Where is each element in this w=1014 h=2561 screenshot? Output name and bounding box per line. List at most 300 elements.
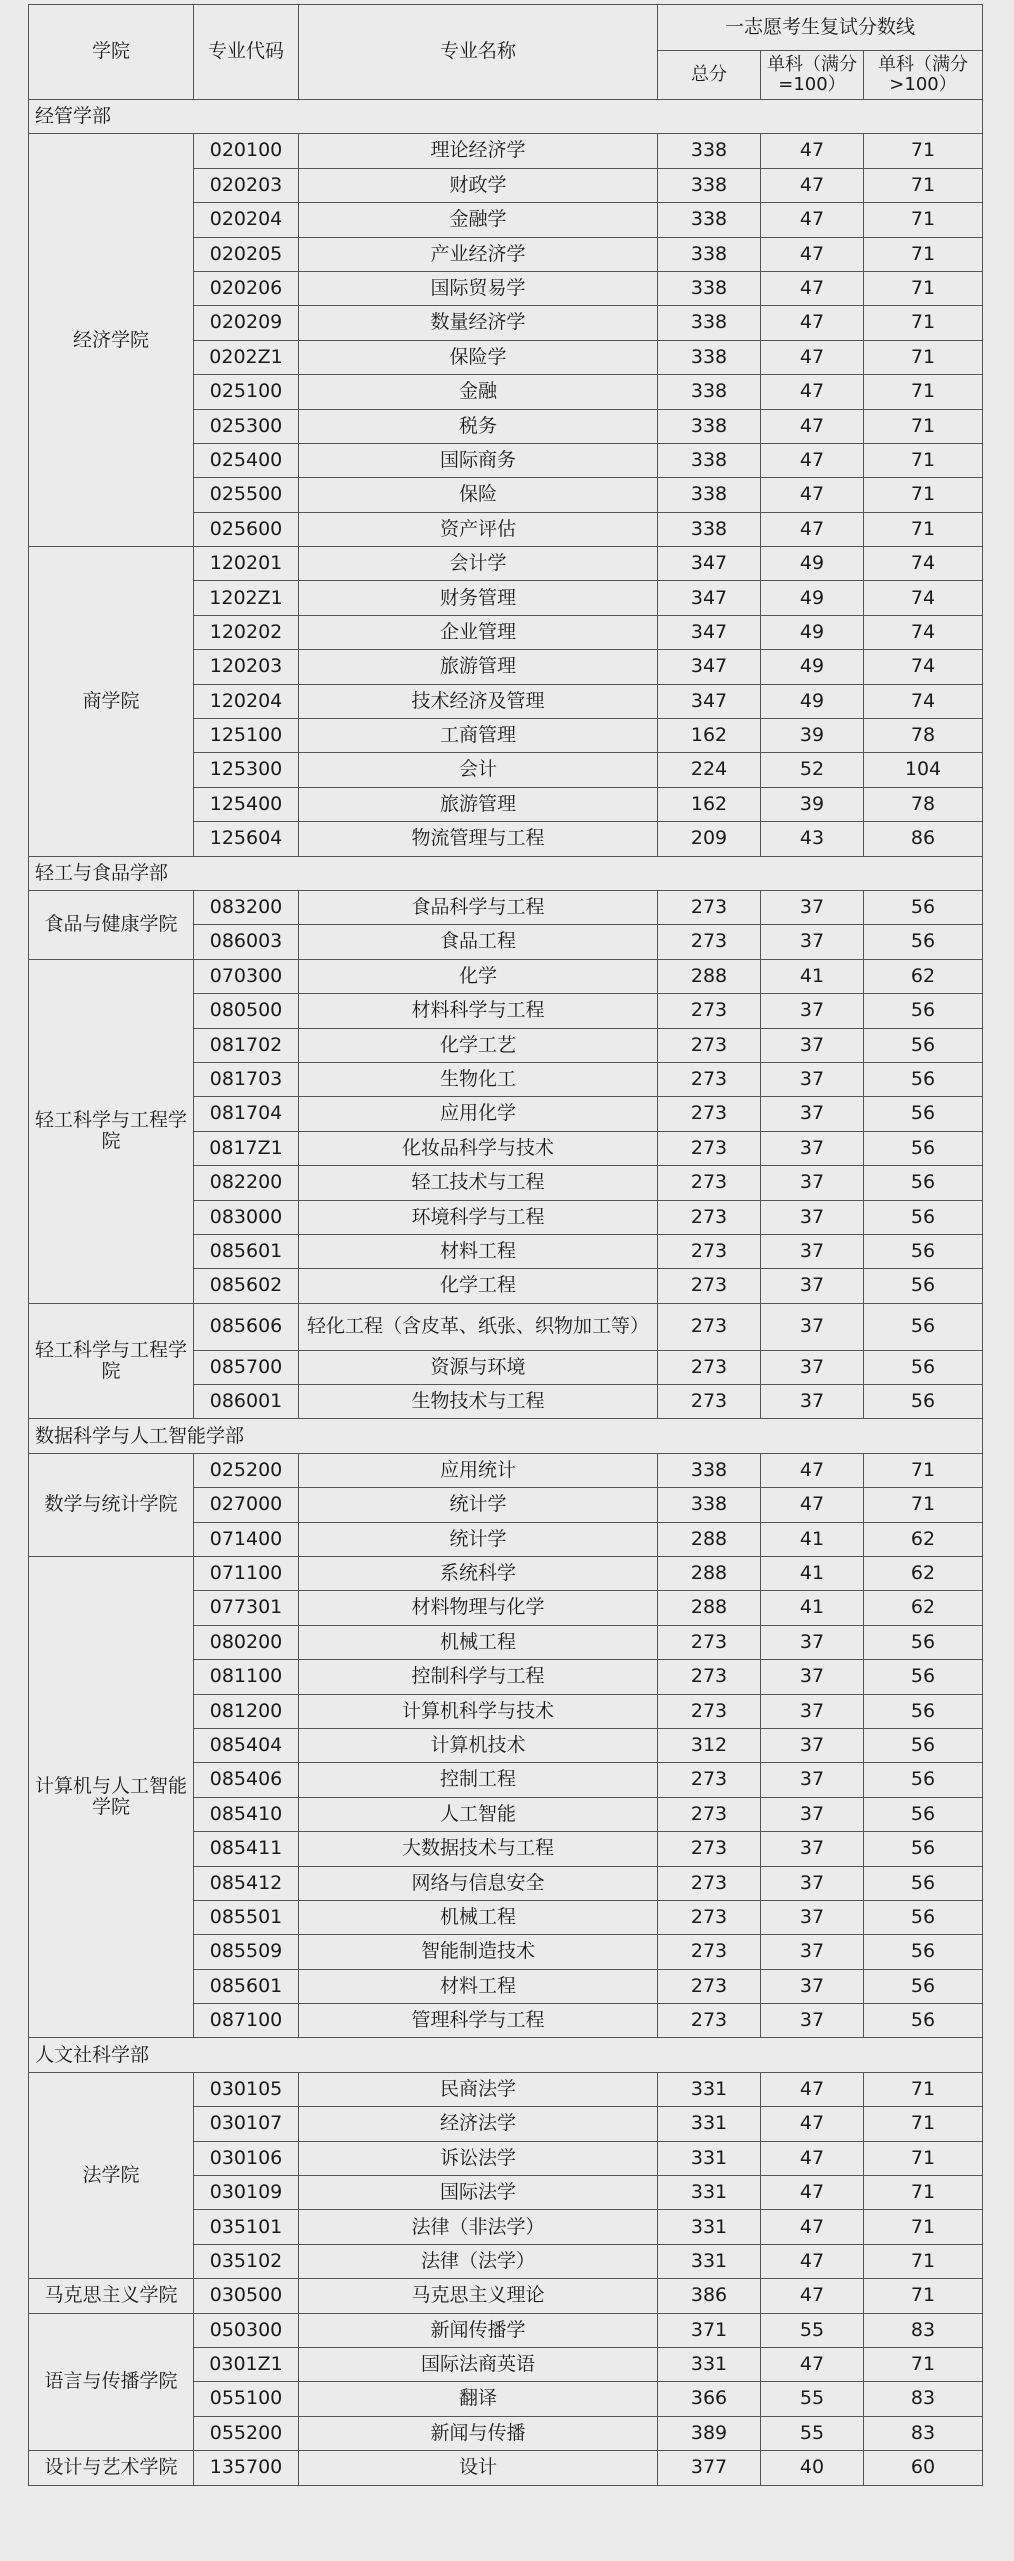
single-over100-cell: 78 bbox=[864, 719, 983, 753]
single-over100-cell: 60 bbox=[864, 2451, 983, 2485]
table-row bbox=[29, 2451, 983, 2485]
total-score-cell: 338 bbox=[658, 478, 761, 512]
major-code-cell: 080500 bbox=[194, 994, 299, 1028]
single-100-cell: 37 bbox=[761, 1350, 864, 1384]
college-cell: 商学院 bbox=[29, 547, 194, 857]
total-score-cell: 386 bbox=[658, 2279, 761, 2313]
single-100-cell: 47 bbox=[761, 2244, 864, 2278]
major-name-cell: 保险学 bbox=[299, 340, 658, 374]
single-over100-cell: 56 bbox=[864, 1694, 983, 1728]
college-cell: 食品与健康学院 bbox=[29, 890, 194, 959]
single-over100-cell: 74 bbox=[864, 615, 983, 649]
total-score-cell: 273 bbox=[658, 1234, 761, 1268]
major-name-cell: 材料工程 bbox=[299, 1969, 658, 2003]
major-name-cell: 诉讼法学 bbox=[299, 2141, 658, 2175]
total-score-cell: 288 bbox=[658, 1591, 761, 1625]
single-100-cell: 52 bbox=[761, 753, 864, 787]
major-code-cell: 125604 bbox=[194, 822, 299, 856]
section-row bbox=[29, 2038, 983, 2072]
table-body bbox=[29, 100, 983, 2486]
single-100-cell: 49 bbox=[761, 581, 864, 615]
single-100-cell: 47 bbox=[761, 340, 864, 374]
single-over100-cell: 56 bbox=[864, 1832, 983, 1866]
single-100-cell: 41 bbox=[761, 1591, 864, 1625]
total-score-cell: 338 bbox=[658, 409, 761, 443]
total-score-cell: 347 bbox=[658, 684, 761, 718]
total-score-cell: 273 bbox=[658, 890, 761, 924]
single-over100-cell: 83 bbox=[864, 2313, 983, 2347]
major-code-cell: 071100 bbox=[194, 1557, 299, 1591]
single-over100-cell: 71 bbox=[864, 1453, 983, 1487]
single-100-cell: 49 bbox=[761, 684, 864, 718]
total-score-cell: 273 bbox=[658, 1694, 761, 1728]
single-over100-cell: 56 bbox=[864, 1097, 983, 1131]
major-code-cell: 027000 bbox=[194, 1488, 299, 1522]
college-cell: 轻工科学与工程学院 bbox=[29, 1303, 194, 1419]
table-row bbox=[29, 1303, 983, 1350]
single-100-cell: 49 bbox=[761, 650, 864, 684]
major-name-cell: 企业管理 bbox=[299, 615, 658, 649]
single-over100-cell: 56 bbox=[864, 1728, 983, 1762]
single-over100-cell: 71 bbox=[864, 2244, 983, 2278]
single-over100-cell: 56 bbox=[864, 925, 983, 959]
single-100-cell: 37 bbox=[761, 1797, 864, 1831]
total-score-cell: 347 bbox=[658, 615, 761, 649]
major-code-cell: 1202Z1 bbox=[194, 581, 299, 615]
single-over100-cell: 62 bbox=[864, 959, 983, 993]
single-100-cell: 47 bbox=[761, 203, 864, 237]
major-name-cell: 资源与环境 bbox=[299, 1350, 658, 1384]
major-name-cell: 物流管理与工程 bbox=[299, 822, 658, 856]
total-score-cell: 338 bbox=[658, 134, 761, 168]
single-100-cell: 37 bbox=[761, 994, 864, 1028]
single-over100-cell: 71 bbox=[864, 237, 983, 271]
major-code-cell: 070300 bbox=[194, 959, 299, 993]
single-over100-cell: 56 bbox=[864, 1234, 983, 1268]
single-100-cell: 55 bbox=[761, 2382, 864, 2416]
single-over100-cell: 56 bbox=[864, 1797, 983, 1831]
total-score-cell: 338 bbox=[658, 237, 761, 271]
major-code-cell: 135700 bbox=[194, 2451, 299, 2485]
major-name-cell: 会计学 bbox=[299, 547, 658, 581]
college-cell: 数学与统计学院 bbox=[29, 1453, 194, 1556]
single-100-cell: 41 bbox=[761, 959, 864, 993]
major-name-cell: 智能制造技术 bbox=[299, 1935, 658, 1969]
major-name-cell: 财务管理 bbox=[299, 581, 658, 615]
single-100-cell: 47 bbox=[761, 2107, 864, 2141]
total-score-cell: 273 bbox=[658, 1200, 761, 1234]
total-score-cell: 338 bbox=[658, 375, 761, 409]
total-score-cell: 273 bbox=[658, 1303, 761, 1350]
single-over100-cell: 56 bbox=[864, 1303, 983, 1350]
single-100-cell: 47 bbox=[761, 2176, 864, 2210]
total-score-cell: 331 bbox=[658, 2244, 761, 2278]
total-score-cell: 273 bbox=[658, 994, 761, 1028]
single-100-cell: 40 bbox=[761, 2451, 864, 2485]
major-code-cell: 081200 bbox=[194, 1694, 299, 1728]
single-over100-cell: 71 bbox=[864, 340, 983, 374]
college-cell: 马克思主义学院 bbox=[29, 2279, 194, 2313]
major-name-cell: 环境科学与工程 bbox=[299, 1200, 658, 1234]
major-code-cell: 025600 bbox=[194, 512, 299, 546]
major-name-cell: 材料工程 bbox=[299, 1234, 658, 1268]
total-score-cell: 162 bbox=[658, 719, 761, 753]
major-code-cell: 025400 bbox=[194, 443, 299, 477]
major-code-cell: 081704 bbox=[194, 1097, 299, 1131]
single-100-cell: 47 bbox=[761, 443, 864, 477]
major-name-cell: 控制科学与工程 bbox=[299, 1660, 658, 1694]
major-code-cell: 085406 bbox=[194, 1763, 299, 1797]
total-score-cell: 331 bbox=[658, 2210, 761, 2244]
total-score-cell: 273 bbox=[658, 1763, 761, 1797]
single-over100-cell: 56 bbox=[864, 1131, 983, 1165]
major-code-cell: 085501 bbox=[194, 1900, 299, 1934]
total-score-cell: 331 bbox=[658, 2107, 761, 2141]
major-code-cell: 035101 bbox=[194, 2210, 299, 2244]
major-code-cell: 081703 bbox=[194, 1062, 299, 1096]
total-score-cell: 331 bbox=[658, 2072, 761, 2106]
single-100-cell: 37 bbox=[761, 1166, 864, 1200]
header-major-code: 专业代码 bbox=[194, 5, 299, 100]
major-name-cell: 人工智能 bbox=[299, 1797, 658, 1831]
table-row bbox=[29, 2279, 983, 2313]
total-score-cell: 366 bbox=[658, 2382, 761, 2416]
single-100-cell: 37 bbox=[761, 1625, 864, 1659]
single-over100-cell: 56 bbox=[864, 890, 983, 924]
total-score-cell: 273 bbox=[658, 1625, 761, 1659]
single-over100-cell: 104 bbox=[864, 753, 983, 787]
single-100-cell: 37 bbox=[761, 1303, 864, 1350]
single-100-cell: 47 bbox=[761, 2348, 864, 2382]
major-code-cell: 125100 bbox=[194, 719, 299, 753]
single-over100-cell: 71 bbox=[864, 2210, 983, 2244]
single-over100-cell: 56 bbox=[864, 1866, 983, 1900]
section-title: 数据科学与人工智能学部 bbox=[29, 1419, 983, 1453]
total-score-cell: 273 bbox=[658, 1131, 761, 1165]
single-over100-cell: 56 bbox=[864, 994, 983, 1028]
single-100-cell: 47 bbox=[761, 271, 864, 305]
major-name-cell: 轻工技术与工程 bbox=[299, 1166, 658, 1200]
major-name-cell: 法律（法学） bbox=[299, 2244, 658, 2278]
single-over100-cell: 71 bbox=[864, 2107, 983, 2141]
major-name-cell: 机械工程 bbox=[299, 1900, 658, 1934]
major-code-cell: 120204 bbox=[194, 684, 299, 718]
total-score-cell: 288 bbox=[658, 1522, 761, 1556]
major-name-cell: 理论经济学 bbox=[299, 134, 658, 168]
header-total: 总分 bbox=[658, 51, 761, 100]
major-code-cell: 085602 bbox=[194, 1269, 299, 1303]
major-name-cell: 保险 bbox=[299, 478, 658, 512]
total-score-cell: 273 bbox=[658, 1350, 761, 1384]
single-over100-cell: 71 bbox=[864, 2141, 983, 2175]
major-name-cell: 技术经济及管理 bbox=[299, 684, 658, 718]
single-over100-cell: 62 bbox=[864, 1522, 983, 1556]
total-score-cell: 331 bbox=[658, 2176, 761, 2210]
total-score-cell: 347 bbox=[658, 547, 761, 581]
major-code-cell: 083000 bbox=[194, 1200, 299, 1234]
major-code-cell: 085410 bbox=[194, 1797, 299, 1831]
major-name-cell: 生物化工 bbox=[299, 1062, 658, 1096]
total-score-cell: 162 bbox=[658, 787, 761, 821]
single-100-cell: 37 bbox=[761, 925, 864, 959]
single-over100-cell: 71 bbox=[864, 134, 983, 168]
major-code-cell: 086003 bbox=[194, 925, 299, 959]
major-code-cell: 020206 bbox=[194, 271, 299, 305]
major-name-cell: 轻化工程（含皮革、纸张、织物加工等） bbox=[299, 1303, 658, 1350]
major-code-cell: 085700 bbox=[194, 1350, 299, 1384]
major-code-cell: 085601 bbox=[194, 1969, 299, 2003]
single-100-cell: 37 bbox=[761, 1728, 864, 1762]
major-name-cell: 统计学 bbox=[299, 1488, 658, 1522]
major-code-cell: 085606 bbox=[194, 1303, 299, 1350]
major-code-cell: 087100 bbox=[194, 2004, 299, 2038]
single-over100-cell: 71 bbox=[864, 2176, 983, 2210]
single-over100-cell: 71 bbox=[864, 271, 983, 305]
major-name-cell: 材料科学与工程 bbox=[299, 994, 658, 1028]
major-name-cell: 民商法学 bbox=[299, 2072, 658, 2106]
major-name-cell: 会计 bbox=[299, 753, 658, 787]
single-100-cell: 39 bbox=[761, 719, 864, 753]
major-name-cell: 旅游管理 bbox=[299, 787, 658, 821]
table-header bbox=[29, 5, 983, 100]
single-100-cell: 47 bbox=[761, 375, 864, 409]
single-100-cell: 37 bbox=[761, 1866, 864, 1900]
single-100-cell: 37 bbox=[761, 1028, 864, 1062]
total-score-cell: 273 bbox=[658, 1866, 761, 1900]
major-name-cell: 金融学 bbox=[299, 203, 658, 237]
major-code-cell: 0817Z1 bbox=[194, 1131, 299, 1165]
single-100-cell: 37 bbox=[761, 1131, 864, 1165]
single-100-cell: 37 bbox=[761, 1935, 864, 1969]
retest-score-table bbox=[28, 4, 983, 2486]
single-over100-cell: 56 bbox=[864, 1350, 983, 1384]
total-score-cell: 312 bbox=[658, 1728, 761, 1762]
major-name-cell: 设计 bbox=[299, 2451, 658, 2485]
table-row bbox=[29, 2313, 983, 2347]
major-code-cell: 055200 bbox=[194, 2416, 299, 2450]
major-name-cell: 应用统计 bbox=[299, 1453, 658, 1487]
single-over100-cell: 56 bbox=[864, 1900, 983, 1934]
total-score-cell: 331 bbox=[658, 2141, 761, 2175]
single-over100-cell: 56 bbox=[864, 1935, 983, 1969]
total-score-cell: 273 bbox=[658, 1969, 761, 2003]
single-over100-cell: 56 bbox=[864, 1763, 983, 1797]
single-over100-cell: 56 bbox=[864, 1200, 983, 1234]
single-100-cell: 39 bbox=[761, 787, 864, 821]
major-code-cell: 085411 bbox=[194, 1832, 299, 1866]
header-college: 学院 bbox=[29, 5, 194, 100]
table-row bbox=[29, 1557, 983, 1591]
major-name-cell: 金融 bbox=[299, 375, 658, 409]
total-score-cell: 273 bbox=[658, 1935, 761, 1969]
major-code-cell: 0301Z1 bbox=[194, 2348, 299, 2382]
single-100-cell: 37 bbox=[761, 1097, 864, 1131]
single-100-cell: 37 bbox=[761, 890, 864, 924]
major-code-cell: 025200 bbox=[194, 1453, 299, 1487]
single-over100-cell: 71 bbox=[864, 306, 983, 340]
college-cell: 经济学院 bbox=[29, 134, 194, 547]
single-over100-cell: 62 bbox=[864, 1557, 983, 1591]
single-over100-cell: 56 bbox=[864, 1625, 983, 1659]
major-name-cell: 新闻传播学 bbox=[299, 2313, 658, 2347]
college-cell: 计算机与人工智能学院 bbox=[29, 1557, 194, 2038]
header-score-group: 一志愿考生复试分数线 bbox=[658, 5, 983, 51]
major-name-cell: 食品科学与工程 bbox=[299, 890, 658, 924]
major-code-cell: 083200 bbox=[194, 890, 299, 924]
single-100-cell: 37 bbox=[761, 2004, 864, 2038]
major-code-cell: 030107 bbox=[194, 2107, 299, 2141]
total-score-cell: 273 bbox=[658, 1385, 761, 1419]
single-100-cell: 47 bbox=[761, 2279, 864, 2313]
total-score-cell: 288 bbox=[658, 959, 761, 993]
total-score-cell: 273 bbox=[658, 925, 761, 959]
major-name-cell: 国际贸易学 bbox=[299, 271, 658, 305]
total-score-cell: 273 bbox=[658, 1028, 761, 1062]
single-over100-cell: 56 bbox=[864, 1028, 983, 1062]
major-name-cell: 系统科学 bbox=[299, 1557, 658, 1591]
major-code-cell: 025300 bbox=[194, 409, 299, 443]
major-code-cell: 081100 bbox=[194, 1660, 299, 1694]
single-100-cell: 55 bbox=[761, 2416, 864, 2450]
single-100-cell: 47 bbox=[761, 1453, 864, 1487]
major-code-cell: 035102 bbox=[194, 2244, 299, 2278]
single-over100-cell: 56 bbox=[864, 1969, 983, 2003]
college-cell: 轻工科学与工程学院 bbox=[29, 959, 194, 1303]
total-score-cell: 338 bbox=[658, 1488, 761, 1522]
major-name-cell: 食品工程 bbox=[299, 925, 658, 959]
single-100-cell: 47 bbox=[761, 2210, 864, 2244]
total-score-cell: 273 bbox=[658, 1166, 761, 1200]
major-code-cell: 050300 bbox=[194, 2313, 299, 2347]
total-score-cell: 273 bbox=[658, 1097, 761, 1131]
section-row bbox=[29, 856, 983, 890]
total-score-cell: 273 bbox=[658, 1660, 761, 1694]
major-code-cell: 0202Z1 bbox=[194, 340, 299, 374]
total-score-cell: 338 bbox=[658, 1453, 761, 1487]
major-name-cell: 化学工艺 bbox=[299, 1028, 658, 1062]
single-100-cell: 41 bbox=[761, 1557, 864, 1591]
major-name-cell: 工商管理 bbox=[299, 719, 658, 753]
section-title: 人文社科学部 bbox=[29, 2038, 983, 2072]
single-over100-cell: 78 bbox=[864, 787, 983, 821]
single-over100-cell: 56 bbox=[864, 1269, 983, 1303]
total-score-cell: 338 bbox=[658, 512, 761, 546]
major-code-cell: 082200 bbox=[194, 1166, 299, 1200]
single-100-cell: 47 bbox=[761, 478, 864, 512]
major-code-cell: 030105 bbox=[194, 2072, 299, 2106]
single-over100-cell: 71 bbox=[864, 375, 983, 409]
single-100-cell: 47 bbox=[761, 237, 864, 271]
single-100-cell: 37 bbox=[761, 1832, 864, 1866]
major-code-cell: 085509 bbox=[194, 1935, 299, 1969]
single-100-cell: 37 bbox=[761, 1234, 864, 1268]
single-over100-cell: 56 bbox=[864, 2004, 983, 2038]
total-score-cell: 273 bbox=[658, 1832, 761, 1866]
table-row bbox=[29, 1453, 983, 1487]
major-code-cell: 080200 bbox=[194, 1625, 299, 1659]
section-title: 轻工与食品学部 bbox=[29, 856, 983, 890]
total-score-cell: 331 bbox=[658, 2348, 761, 2382]
major-code-cell: 085601 bbox=[194, 1234, 299, 1268]
major-name-cell: 大数据技术与工程 bbox=[299, 1832, 658, 1866]
major-name-cell: 翻译 bbox=[299, 2382, 658, 2416]
total-score-cell: 389 bbox=[658, 2416, 761, 2450]
total-score-cell: 338 bbox=[658, 271, 761, 305]
single-over100-cell: 71 bbox=[864, 203, 983, 237]
major-code-cell: 030109 bbox=[194, 2176, 299, 2210]
single-100-cell: 37 bbox=[761, 1660, 864, 1694]
single-100-cell: 37 bbox=[761, 1062, 864, 1096]
single-over100-cell: 83 bbox=[864, 2416, 983, 2450]
single-over100-cell: 56 bbox=[864, 1385, 983, 1419]
major-name-cell: 计算机技术 bbox=[299, 1728, 658, 1762]
major-code-cell: 030106 bbox=[194, 2141, 299, 2175]
major-code-cell: 081702 bbox=[194, 1028, 299, 1062]
single-100-cell: 47 bbox=[761, 512, 864, 546]
major-code-cell: 020204 bbox=[194, 203, 299, 237]
section-row bbox=[29, 1419, 983, 1453]
major-code-cell: 085404 bbox=[194, 1728, 299, 1762]
total-score-cell: 338 bbox=[658, 443, 761, 477]
single-100-cell: 47 bbox=[761, 409, 864, 443]
major-name-cell: 化学 bbox=[299, 959, 658, 993]
single-over100-cell: 71 bbox=[864, 409, 983, 443]
header-single-100: 单科（满分=100） bbox=[761, 51, 864, 100]
total-score-cell: 338 bbox=[658, 306, 761, 340]
single-over100-cell: 71 bbox=[864, 478, 983, 512]
single-100-cell: 37 bbox=[761, 1200, 864, 1234]
major-name-cell: 化学工程 bbox=[299, 1269, 658, 1303]
major-code-cell: 071400 bbox=[194, 1522, 299, 1556]
single-100-cell: 37 bbox=[761, 1269, 864, 1303]
major-code-cell: 030500 bbox=[194, 2279, 299, 2313]
major-name-cell: 生物技术与工程 bbox=[299, 1385, 658, 1419]
total-score-cell: 288 bbox=[658, 1557, 761, 1591]
table-row bbox=[29, 959, 983, 993]
major-code-cell: 020209 bbox=[194, 306, 299, 340]
single-100-cell: 47 bbox=[761, 306, 864, 340]
total-score-cell: 347 bbox=[658, 650, 761, 684]
single-over100-cell: 71 bbox=[864, 2072, 983, 2106]
major-code-cell: 125300 bbox=[194, 753, 299, 787]
single-over100-cell: 74 bbox=[864, 650, 983, 684]
total-score-cell: 371 bbox=[658, 2313, 761, 2347]
single-over100-cell: 71 bbox=[864, 2279, 983, 2313]
single-100-cell: 43 bbox=[761, 822, 864, 856]
single-over100-cell: 86 bbox=[864, 822, 983, 856]
section-title: 经管学部 bbox=[29, 100, 983, 134]
college-cell: 设计与艺术学院 bbox=[29, 2451, 194, 2485]
score-table-container bbox=[28, 4, 982, 2486]
major-name-cell: 法律（非法学） bbox=[299, 2210, 658, 2244]
header-single-over100: 单科（满分>100） bbox=[864, 51, 983, 100]
major-name-cell: 产业经济学 bbox=[299, 237, 658, 271]
total-score-cell: 273 bbox=[658, 1900, 761, 1934]
single-over100-cell: 71 bbox=[864, 1488, 983, 1522]
section-row bbox=[29, 100, 983, 134]
major-name-cell: 机械工程 bbox=[299, 1625, 658, 1659]
single-100-cell: 37 bbox=[761, 1969, 864, 2003]
single-over100-cell: 74 bbox=[864, 684, 983, 718]
total-score-cell: 377 bbox=[658, 2451, 761, 2485]
major-code-cell: 120203 bbox=[194, 650, 299, 684]
single-over100-cell: 62 bbox=[864, 1591, 983, 1625]
total-score-cell: 224 bbox=[658, 753, 761, 787]
major-name-cell: 应用化学 bbox=[299, 1097, 658, 1131]
major-name-cell: 管理科学与工程 bbox=[299, 2004, 658, 2038]
single-100-cell: 37 bbox=[761, 1385, 864, 1419]
single-over100-cell: 71 bbox=[864, 2348, 983, 2382]
